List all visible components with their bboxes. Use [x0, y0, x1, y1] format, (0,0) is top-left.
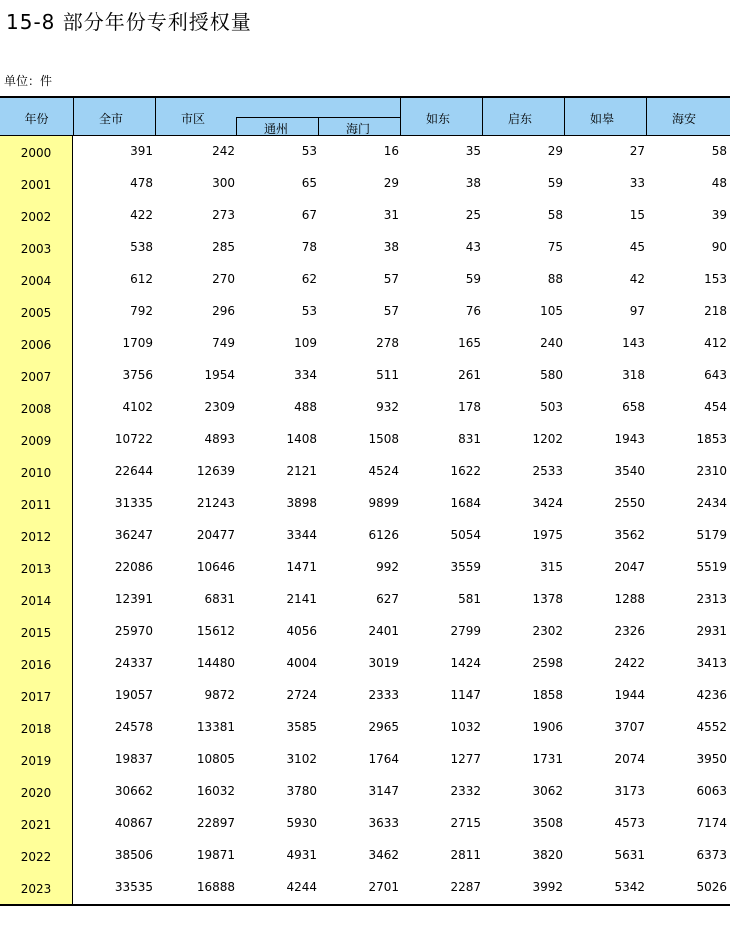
- cell-urban: 20477: [196, 528, 235, 542]
- cell-urban: 270: [212, 272, 235, 286]
- cell-urban: 285: [212, 240, 235, 254]
- cell-rudong: 76: [465, 304, 481, 318]
- cell-tongzhou: 2121: [286, 464, 317, 478]
- cell-haimen: 992: [376, 560, 399, 574]
- cell-qidong: 240: [540, 336, 563, 350]
- cell-year: 2014: [0, 584, 73, 616]
- cell-all-city: 612: [130, 272, 153, 286]
- cell-rugao: 2422: [614, 656, 645, 670]
- cell-rudong: 1032: [450, 720, 481, 734]
- cell-all-city: 40867: [114, 816, 153, 830]
- cell-urban: 6831: [204, 592, 235, 606]
- cell-qidong: 3508: [532, 816, 563, 830]
- cell-rudong: 1424: [450, 656, 481, 670]
- cell-tongzhou: 78: [301, 240, 317, 254]
- cell-qidong: 3820: [532, 848, 563, 862]
- cell-urban: 4893: [204, 432, 235, 446]
- header-year: 年份: [24, 112, 49, 126]
- cell-tongzhou: 1471: [286, 560, 317, 574]
- cell-qidong: 315: [540, 560, 563, 574]
- cell-all-city: 22086: [114, 560, 153, 574]
- cell-rugao: 15: [629, 208, 645, 222]
- table-row: [0, 168, 730, 200]
- table-row: [0, 296, 730, 328]
- table-row: [0, 648, 730, 680]
- cell-rugao: 3173: [614, 784, 645, 798]
- cell-year: 2002: [0, 200, 73, 232]
- cell-rugao: 42: [629, 272, 645, 286]
- cell-haian: 2931: [696, 624, 727, 638]
- cell-haian: 412: [704, 336, 727, 350]
- cell-rudong: 1277: [450, 752, 481, 766]
- cell-urban: 16888: [196, 880, 235, 894]
- cell-all-city: 10722: [114, 432, 153, 446]
- cell-rugao: 97: [629, 304, 645, 318]
- table-row: [0, 200, 730, 232]
- cell-all-city: 19057: [114, 688, 153, 702]
- cell-rugao: 5631: [614, 848, 645, 862]
- table-bottom-border: [0, 904, 730, 906]
- cell-all-city: 538: [130, 240, 153, 254]
- cell-tongzhou: 3585: [286, 720, 317, 734]
- table-row: [0, 360, 730, 392]
- header-haimen: 海门: [346, 122, 371, 136]
- cell-rugao: 2326: [614, 624, 645, 638]
- cell-qidong: 1202: [532, 432, 563, 446]
- cell-year: 2023: [0, 872, 73, 904]
- cell-tongzhou: 334: [294, 368, 317, 382]
- table-row: [0, 712, 730, 744]
- table-row: [0, 456, 730, 488]
- cell-year: 2013: [0, 552, 73, 584]
- header-rugao: 如皋: [590, 112, 615, 126]
- cell-rudong: 1147: [450, 688, 481, 702]
- table-row: [0, 328, 730, 360]
- cell-haimen: 9899: [368, 496, 399, 510]
- cell-haimen: 29: [383, 176, 399, 190]
- cell-all-city: 4102: [122, 400, 153, 414]
- cell-qidong: 1858: [532, 688, 563, 702]
- cell-urban: 296: [212, 304, 235, 318]
- cell-qidong: 2302: [532, 624, 563, 638]
- cell-qidong: 1731: [532, 752, 563, 766]
- cell-rugao: 27: [629, 144, 645, 158]
- cell-rugao: 2074: [614, 752, 645, 766]
- cell-year: 2021: [0, 808, 73, 840]
- cell-haian: 6063: [696, 784, 727, 798]
- cell-qidong: 59: [547, 176, 563, 190]
- cell-tongzhou: 53: [301, 304, 317, 318]
- cell-urban: 16032: [196, 784, 235, 798]
- cell-haian: 58: [711, 144, 727, 158]
- cell-rugao: 3707: [614, 720, 645, 734]
- cell-tongzhou: 3898: [286, 496, 317, 510]
- cell-year: 2019: [0, 744, 73, 776]
- cell-rudong: 2332: [450, 784, 481, 798]
- cell-tongzhou: 488: [294, 400, 317, 414]
- cell-haian: 5519: [696, 560, 727, 574]
- cell-haimen: 6126: [368, 528, 399, 542]
- cell-haimen: 1508: [368, 432, 399, 446]
- cell-tongzhou: 53: [301, 144, 317, 158]
- cell-rudong: 831: [458, 432, 481, 446]
- cell-qidong: 3062: [532, 784, 563, 798]
- table-row: [0, 392, 730, 424]
- cell-year: 2020: [0, 776, 73, 808]
- cell-haian: 2434: [696, 496, 727, 510]
- cell-haimen: 3019: [368, 656, 399, 670]
- cell-qidong: 29: [547, 144, 563, 158]
- table-row: [0, 744, 730, 776]
- cell-rugao: 33: [629, 176, 645, 190]
- cell-urban: 10805: [196, 752, 235, 766]
- table-row: [0, 264, 730, 296]
- cell-haian: 39: [711, 208, 727, 222]
- cell-urban: 13381: [196, 720, 235, 734]
- cell-qidong: 3424: [532, 496, 563, 510]
- cell-rugao: 45: [629, 240, 645, 254]
- table-row: [0, 232, 730, 264]
- header-urban: 市区: [181, 112, 206, 126]
- cell-tongzhou: 2141: [286, 592, 317, 606]
- cell-haimen: 16: [383, 144, 399, 158]
- cell-haimen: 932: [376, 400, 399, 414]
- header-rudong: 如东: [426, 112, 451, 126]
- cell-urban: 9872: [204, 688, 235, 702]
- cell-haian: 2310: [696, 464, 727, 478]
- table-header: [0, 96, 730, 136]
- cell-rudong: 261: [458, 368, 481, 382]
- cell-haimen: 57: [383, 304, 399, 318]
- cell-qidong: 88: [547, 272, 563, 286]
- cell-qidong: 105: [540, 304, 563, 318]
- cell-tongzhou: 1408: [286, 432, 317, 446]
- cell-year: 2006: [0, 328, 73, 360]
- cell-rugao: 658: [622, 400, 645, 414]
- cell-urban: 21243: [196, 496, 235, 510]
- cell-qidong: 580: [540, 368, 563, 382]
- cell-all-city: 391: [130, 144, 153, 158]
- cell-urban: 19871: [196, 848, 235, 862]
- unit-label: 单位：件: [4, 74, 53, 88]
- cell-year: 2008: [0, 392, 73, 424]
- cell-year: 2016: [0, 648, 73, 680]
- cell-year: 2004: [0, 264, 73, 296]
- cell-qidong: 58: [547, 208, 563, 222]
- cell-year: 2005: [0, 296, 73, 328]
- cell-rudong: 35: [465, 144, 481, 158]
- cell-year: 2003: [0, 232, 73, 264]
- cell-all-city: 12391: [114, 592, 153, 606]
- cell-year: 2018: [0, 712, 73, 744]
- cell-all-city: 792: [130, 304, 153, 318]
- cell-all-city: 22644: [114, 464, 153, 478]
- cell-tongzhou: 4931: [286, 848, 317, 862]
- cell-tongzhou: 3780: [286, 784, 317, 798]
- cell-tongzhou: 3102: [286, 752, 317, 766]
- cell-haian: 5026: [696, 880, 727, 894]
- cell-qidong: 1975: [532, 528, 563, 542]
- cell-rugao: 1944: [614, 688, 645, 702]
- cell-haimen: 3633: [368, 816, 399, 830]
- cell-urban: 12639: [196, 464, 235, 478]
- table-row: [0, 776, 730, 808]
- cell-year: 2017: [0, 680, 73, 712]
- cell-haimen: 1764: [368, 752, 399, 766]
- table-row: [0, 680, 730, 712]
- cell-haian: 2313: [696, 592, 727, 606]
- cell-haimen: 2333: [368, 688, 399, 702]
- table-row: [0, 584, 730, 616]
- cell-haian: 1853: [696, 432, 727, 446]
- table-row: [0, 616, 730, 648]
- cell-all-city: 422: [130, 208, 153, 222]
- cell-haian: 153: [704, 272, 727, 286]
- cell-rugao: 318: [622, 368, 645, 382]
- cell-tongzhou: 4244: [286, 880, 317, 894]
- cell-rudong: 2799: [450, 624, 481, 638]
- cell-rugao: 2550: [614, 496, 645, 510]
- table-body: [0, 136, 730, 904]
- cell-year: 2022: [0, 840, 73, 872]
- cell-all-city: 38506: [114, 848, 153, 862]
- cell-haian: 4552: [696, 720, 727, 734]
- cell-rudong: 1684: [450, 496, 481, 510]
- cell-urban: 10646: [196, 560, 235, 574]
- cell-haian: 6373: [696, 848, 727, 862]
- cell-urban: 14480: [196, 656, 235, 670]
- cell-year: 2001: [0, 168, 73, 200]
- cell-haimen: 38: [383, 240, 399, 254]
- table-row: [0, 840, 730, 872]
- cell-rudong: 3559: [450, 560, 481, 574]
- cell-rugao: 5342: [614, 880, 645, 894]
- cell-urban: 300: [212, 176, 235, 190]
- header-haian: 海安: [672, 112, 697, 126]
- cell-all-city: 19837: [114, 752, 153, 766]
- cell-urban: 2309: [204, 400, 235, 414]
- cell-haian: 90: [711, 240, 727, 254]
- header-qidong: 启东: [508, 112, 533, 126]
- cell-all-city: 36247: [114, 528, 153, 542]
- cell-year: 2009: [0, 424, 73, 456]
- cell-year: 2000: [0, 136, 73, 168]
- cell-rudong: 2811: [450, 848, 481, 862]
- table-row: [0, 424, 730, 456]
- cell-rudong: 178: [458, 400, 481, 414]
- cell-urban: 15612: [196, 624, 235, 638]
- cell-haimen: 31: [383, 208, 399, 222]
- table-row: [0, 520, 730, 552]
- cell-urban: 749: [212, 336, 235, 350]
- table-row: [0, 552, 730, 584]
- cell-haimen: 57: [383, 272, 399, 286]
- cell-qidong: 3992: [532, 880, 563, 894]
- cell-tongzhou: 2724: [286, 688, 317, 702]
- cell-all-city: 24337: [114, 656, 153, 670]
- cell-rudong: 59: [465, 272, 481, 286]
- cell-tongzhou: 3344: [286, 528, 317, 542]
- cell-haian: 643: [704, 368, 727, 382]
- cell-rugao: 1288: [614, 592, 645, 606]
- cell-rudong: 43: [465, 240, 481, 254]
- cell-qidong: 1378: [532, 592, 563, 606]
- cell-tongzhou: 109: [294, 336, 317, 350]
- cell-rudong: 165: [458, 336, 481, 350]
- cell-year: 2015: [0, 616, 73, 648]
- header-tongzhou: 通州: [264, 122, 289, 136]
- cell-all-city: 25970: [114, 624, 153, 638]
- cell-tongzhou: 67: [301, 208, 317, 222]
- cell-urban: 22897: [196, 816, 235, 830]
- cell-rugao: 2047: [614, 560, 645, 574]
- page-title: 15-8 部分年份专利授权量: [6, 10, 252, 34]
- cell-rugao: 4573: [614, 816, 645, 830]
- cell-haian: 4236: [696, 688, 727, 702]
- table-row: [0, 808, 730, 840]
- cell-tongzhou: 5930: [286, 816, 317, 830]
- cell-rugao: 143: [622, 336, 645, 350]
- cell-haimen: 4524: [368, 464, 399, 478]
- cell-haimen: 2401: [368, 624, 399, 638]
- table-row: [0, 872, 730, 904]
- cell-all-city: 478: [130, 176, 153, 190]
- cell-urban: 1954: [204, 368, 235, 382]
- cell-rugao: 3562: [614, 528, 645, 542]
- table-row: [0, 488, 730, 520]
- cell-haimen: 278: [376, 336, 399, 350]
- cell-rudong: 1622: [450, 464, 481, 478]
- cell-haian: 3950: [696, 752, 727, 766]
- cell-year: 2011: [0, 488, 73, 520]
- cell-all-city: 1709: [122, 336, 153, 350]
- cell-haimen: 2965: [368, 720, 399, 734]
- cell-tongzhou: 62: [301, 272, 317, 286]
- cell-rudong: 2715: [450, 816, 481, 830]
- cell-rugao: 3540: [614, 464, 645, 478]
- cell-all-city: 3756: [122, 368, 153, 382]
- cell-haian: 7174: [696, 816, 727, 830]
- cell-all-city: 24578: [114, 720, 153, 734]
- cell-qidong: 503: [540, 400, 563, 414]
- patent-table: [0, 96, 730, 904]
- cell-qidong: 75: [547, 240, 563, 254]
- cell-rudong: 2287: [450, 880, 481, 894]
- cell-haian: 218: [704, 304, 727, 318]
- cell-qidong: 2533: [532, 464, 563, 478]
- cell-haimen: 511: [376, 368, 399, 382]
- cell-qidong: 2598: [532, 656, 563, 670]
- cell-year: 2007: [0, 360, 73, 392]
- cell-haimen: 2701: [368, 880, 399, 894]
- cell-rudong: 5054: [450, 528, 481, 542]
- cell-tongzhou: 4056: [286, 624, 317, 638]
- cell-haimen: 3147: [368, 784, 399, 798]
- cell-rudong: 25: [465, 208, 481, 222]
- cell-haian: 454: [704, 400, 727, 414]
- cell-haian: 5179: [696, 528, 727, 542]
- cell-haimen: 3462: [368, 848, 399, 862]
- cell-urban: 242: [212, 144, 235, 158]
- cell-year: 2010: [0, 456, 73, 488]
- cell-rugao: 1943: [614, 432, 645, 446]
- cell-all-city: 31335: [114, 496, 153, 510]
- cell-urban: 273: [212, 208, 235, 222]
- table-row: [0, 136, 730, 168]
- cell-haian: 3413: [696, 656, 727, 670]
- cell-all-city: 30662: [114, 784, 153, 798]
- cell-tongzhou: 65: [301, 176, 317, 190]
- header-all-city: 全市: [99, 112, 124, 126]
- cell-haian: 48: [711, 176, 727, 190]
- cell-tongzhou: 4004: [286, 656, 317, 670]
- cell-haimen: 627: [376, 592, 399, 606]
- cell-rudong: 581: [458, 592, 481, 606]
- cell-all-city: 33535: [114, 880, 153, 894]
- cell-qidong: 1906: [532, 720, 563, 734]
- cell-rudong: 38: [465, 176, 481, 190]
- cell-year: 2012: [0, 520, 73, 552]
